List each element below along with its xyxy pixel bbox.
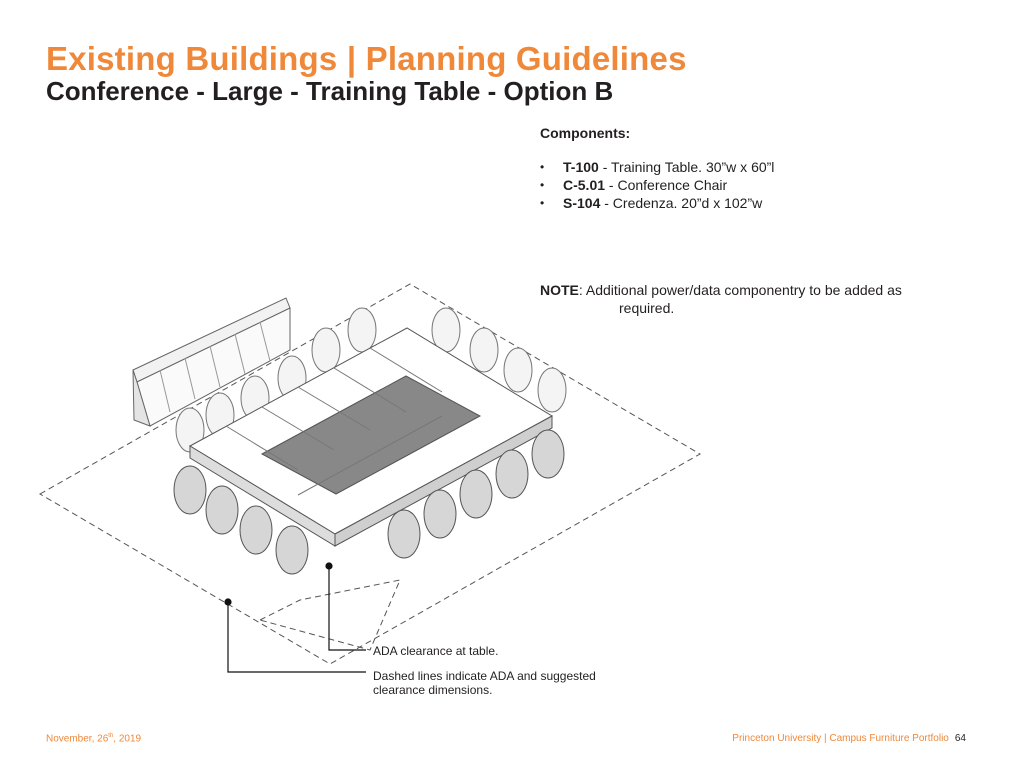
footer-date — [46, 733, 141, 744]
footer-org: Princeton University | Campus Furniture Portfolio — [732, 733, 949, 744]
component-code: S-104 — [563, 195, 601, 211]
callout-dashed-line1: Dashed lines indicate ADA and suggested — [373, 669, 596, 683]
component-code: T-100 — [563, 159, 599, 175]
component-code: C-5.01 — [563, 177, 606, 193]
footer-date-suffix: , 2019 — [113, 733, 142, 745]
component-desc: - Conference Chair — [605, 177, 728, 193]
footer-date-prefix: November, 26 — [46, 733, 109, 745]
components-heading: Components: — [540, 125, 631, 141]
callout-dashed-lines — [373, 669, 596, 697]
note-text: : Additional power/data componentry to be added as — [578, 282, 902, 298]
components-section — [540, 125, 774, 212]
component-desc: - Training Table. 30”w x 60”l — [598, 159, 775, 175]
isometric-training-table-layout-icon — [0, 270, 720, 690]
page-title: Existing Buildings | Planning Guidelines — [46, 40, 687, 77]
note-label: NOTE — [540, 282, 579, 298]
component-item — [540, 194, 774, 212]
component-item — [540, 176, 774, 194]
components-list — [540, 158, 774, 212]
footer-right — [732, 733, 966, 744]
component-desc: - Credenza. 20”d x 102”w — [600, 195, 763, 211]
callout-ada-table: ADA clearance at table. — [373, 644, 499, 658]
callout-dashed-line2: clearance dimensions. — [373, 683, 493, 697]
note-text-cont: required. — [619, 300, 675, 316]
component-item — [540, 158, 774, 176]
page-number: 64 — [954, 733, 966, 744]
page-subtitle: Conference - Large - Training Table - Option B — [46, 76, 614, 106]
footer-date-sup: th — [108, 733, 114, 739]
